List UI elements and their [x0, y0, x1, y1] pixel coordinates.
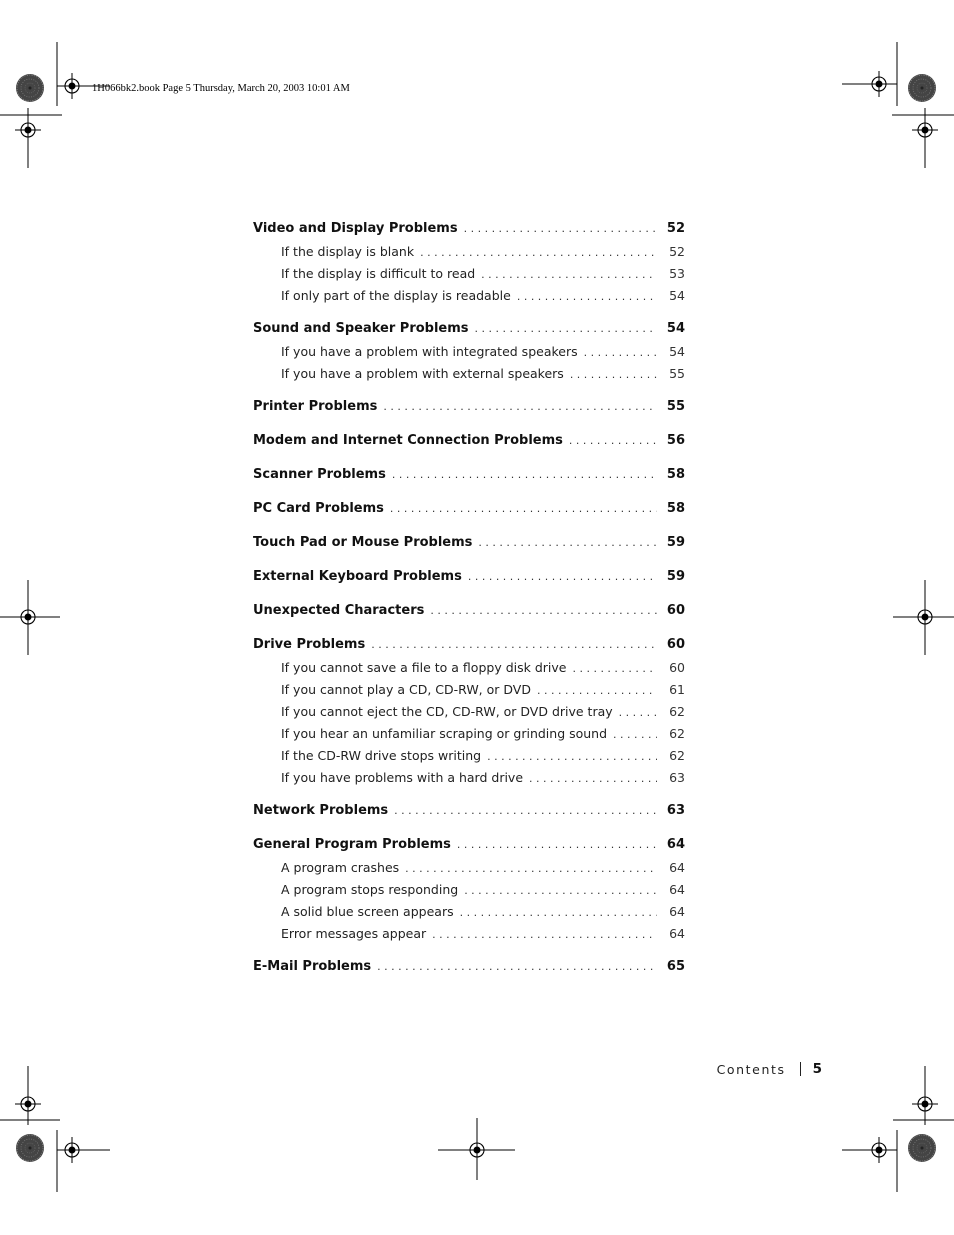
toc-page-number: 64	[669, 904, 685, 919]
toc-subsection[interactable]	[253, 363, 685, 385]
toc-page-number: 63	[666, 803, 685, 818]
toc-subsection-title: If the display is blank	[281, 244, 415, 259]
dot-leader	[613, 724, 657, 746]
table-of-contents	[253, 217, 685, 979]
toc-subsection[interactable]	[253, 857, 685, 879]
dot-leader	[570, 364, 657, 386]
toc-page-number: 58	[666, 467, 685, 482]
toc-subsection[interactable]	[253, 341, 685, 363]
toc-section-title: Sound and Speaker Problems	[253, 321, 469, 336]
toc-page-number: 54	[669, 288, 685, 303]
toc-section-title: Network Problems	[253, 803, 389, 818]
dot-leader	[371, 633, 657, 657]
toc-subsection-title: If you cannot eject the CD, CD-RW, or DVD drive tray	[281, 704, 613, 719]
dot-leader	[464, 880, 657, 902]
toc-subsection-title: A program stops responding	[281, 882, 459, 897]
toc-subsection-title: If you cannot save a file to a floppy disk drive	[281, 660, 567, 675]
toc-subsection-title: Error messages appear	[281, 926, 427, 941]
toc-section[interactable]	[253, 497, 685, 521]
toc-section[interactable]	[253, 599, 685, 623]
dot-leader	[460, 902, 657, 924]
dot-leader	[457, 833, 657, 857]
toc-section-title: External Keyboard Problems	[253, 569, 462, 584]
dot-leader	[464, 217, 657, 241]
dot-leader	[394, 799, 657, 823]
print-slug: 1H066bk2.book Page 5 Thursday, March 20, 2003 10:01 AM	[92, 83, 350, 94]
dot-leader	[420, 242, 657, 264]
toc-subsection-title: A solid blue screen appears	[281, 904, 454, 919]
toc-page-number: 63	[669, 770, 685, 785]
dot-leader	[529, 768, 657, 790]
toc-subsection[interactable]	[253, 745, 685, 767]
toc-section[interactable]	[253, 463, 685, 487]
toc-page-number: 64	[666, 837, 685, 852]
toc-page-number: 54	[669, 344, 685, 359]
dot-leader	[430, 599, 657, 623]
toc-subsection[interactable]	[253, 285, 685, 307]
color-target-icon	[908, 74, 936, 102]
dot-leader	[377, 955, 657, 979]
toc-subsection-title: If you hear an unfamiliar scraping or grinding sound	[281, 726, 608, 741]
toc-page-number: 53	[669, 266, 685, 281]
toc-page-number: 62	[669, 748, 685, 763]
dot-leader	[569, 429, 657, 453]
toc-page-number: 55	[669, 366, 685, 381]
color-target-icon	[16, 74, 44, 102]
dot-leader	[468, 565, 657, 589]
toc-subsection-title: If you have a problem with integrated speakers	[281, 344, 578, 359]
toc-subsection-title: If the display is difficult to read	[281, 266, 476, 281]
toc-subsection-title: A program crashes	[281, 860, 400, 875]
toc-section[interactable]	[253, 955, 685, 979]
toc-page-number: 52	[666, 221, 685, 236]
toc-subsection[interactable]	[253, 241, 685, 263]
toc-page-number: 59	[666, 569, 685, 584]
toc-subsection[interactable]	[253, 923, 685, 945]
dot-leader	[487, 746, 657, 768]
dot-leader	[478, 531, 657, 555]
toc-section[interactable]	[253, 395, 685, 419]
toc-section[interactable]	[253, 565, 685, 589]
toc-page-number: 60	[669, 660, 685, 675]
toc-section[interactable]	[253, 799, 685, 823]
toc-page-number: 61	[669, 682, 685, 697]
toc-section-title: Printer Problems	[253, 399, 378, 414]
toc-section-title: Drive Problems	[253, 637, 366, 652]
toc-section[interactable]	[253, 317, 685, 341]
toc-section[interactable]	[253, 633, 685, 657]
toc-page-number: 56	[666, 433, 685, 448]
dot-leader	[383, 395, 657, 419]
toc-page-number: 65	[666, 959, 685, 974]
toc-page-number: 52	[669, 244, 685, 259]
dot-leader	[475, 317, 657, 341]
toc-subsection[interactable]	[253, 767, 685, 789]
toc-subsection-title: If you have a problem with external speakers	[281, 366, 564, 381]
dot-leader	[405, 858, 657, 880]
color-target-icon	[16, 1134, 44, 1162]
toc-section-title: Modem and Internet Connection Problems	[253, 433, 563, 448]
toc-section-title: E-Mail Problems	[253, 959, 372, 974]
toc-section-title: Video and Display Problems	[253, 221, 458, 236]
dot-leader	[481, 264, 657, 286]
page-number: 5	[812, 1061, 822, 1077]
toc-section-title: General Program Problems	[253, 837, 451, 852]
toc-page-number: 54	[666, 321, 685, 336]
footer-label: Contents	[716, 1061, 786, 1077]
toc-page-number: 64	[669, 860, 685, 875]
toc-page-number: 62	[669, 726, 685, 741]
toc-section-title: Unexpected Characters	[253, 603, 425, 618]
toc-section[interactable]	[253, 217, 685, 241]
dot-leader	[432, 924, 657, 946]
toc-section[interactable]	[253, 833, 685, 857]
toc-subsection-title: If you have problems with a hard drive	[281, 770, 524, 785]
dot-leader	[390, 497, 657, 521]
color-target-icon	[908, 1134, 936, 1162]
dot-leader	[572, 658, 657, 680]
toc-subsection-title: If only part of the display is readable	[281, 288, 511, 303]
toc-page-number: 64	[669, 926, 685, 941]
toc-subsection[interactable]	[253, 679, 685, 701]
toc-section[interactable]	[253, 531, 685, 555]
toc-section-title: PC Card Problems	[253, 501, 384, 516]
footer-divider	[800, 1062, 801, 1076]
toc-section[interactable]	[253, 429, 685, 453]
toc-section-title: Scanner Problems	[253, 467, 386, 482]
toc-subsection[interactable]	[253, 879, 685, 901]
toc-page-number: 55	[666, 399, 685, 414]
toc-subsection-title: If the CD-RW drive stops writing	[281, 748, 482, 763]
toc-subsection[interactable]	[253, 901, 685, 923]
dot-leader	[517, 286, 657, 308]
toc-subsection-title: If you cannot play a CD, CD-RW, or DVD	[281, 682, 531, 697]
toc-subsection[interactable]	[253, 723, 685, 745]
toc-page-number: 58	[666, 501, 685, 516]
dot-leader	[619, 702, 657, 724]
dot-leader	[537, 680, 657, 702]
toc-page-number: 60	[666, 637, 685, 652]
toc-page-number: 60	[666, 603, 685, 618]
toc-subsection[interactable]	[253, 701, 685, 723]
dot-leader	[584, 342, 657, 364]
toc-page-number: 64	[669, 882, 685, 897]
toc-page-number: 62	[669, 704, 685, 719]
toc-section-title: Touch Pad or Mouse Problems	[253, 535, 473, 550]
page-footer	[717, 1061, 822, 1077]
toc-subsection[interactable]	[253, 657, 685, 679]
toc-page-number: 59	[666, 535, 685, 550]
dot-leader	[392, 463, 657, 487]
toc-subsection[interactable]	[253, 263, 685, 285]
